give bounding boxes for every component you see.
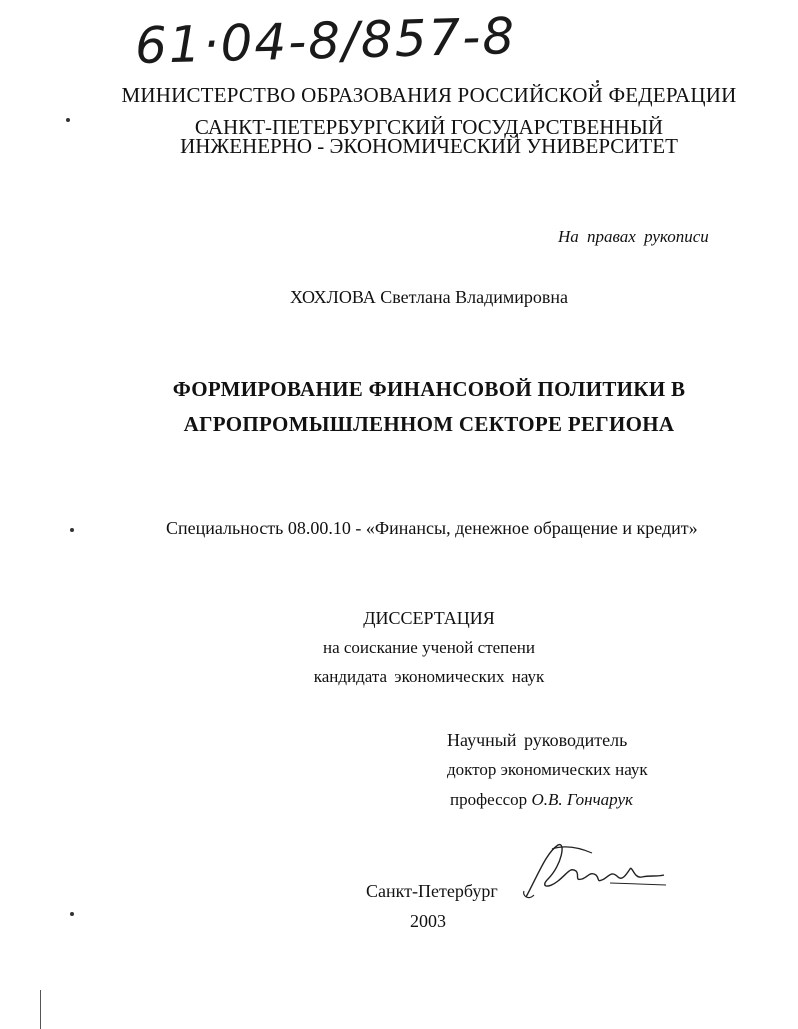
supervisor-title-name — [450, 790, 633, 810]
author-name: ХОХЛОВА Светлана Владимировна — [289, 287, 569, 307]
supervisor-degree: доктор экономических наук — [447, 760, 648, 779]
city: Санкт-Петербург — [366, 881, 498, 901]
supervisor-role: Научный руководитель — [447, 730, 628, 750]
scan-speck — [70, 912, 74, 916]
scan-speck — [596, 80, 599, 83]
author-signature — [518, 835, 668, 905]
ministry-heading: МИНИСТЕРСТВО ОБРАЗОВАНИЯ РОССИЙСКОЙ ФЕДЕРАЦИИ — [121, 83, 737, 107]
scan-speck — [70, 528, 74, 532]
supervisor-name: О.В. Гончарук — [531, 790, 633, 809]
university-name-line2: ИНЖЕНЕРНО - ЭКОНОМИЧЕСКИЙ УНИВЕРСИТЕТ — [180, 134, 678, 158]
manuscript-rights-note: На правах рукописи — [558, 227, 709, 246]
specialty-line: Специальность 08.00.10 - «Финансы, денежное обращение и кредит» — [166, 518, 698, 538]
handwritten-catalog-number: 61·04-8/857-8 — [134, 7, 517, 75]
degree-purpose-line1: на соискание ученой степени — [322, 638, 536, 657]
degree-purpose-line2: кандидата экономических наук — [313, 667, 545, 686]
dissertation-label: ДИССЕРТАЦИЯ — [363, 608, 495, 628]
university-name-line1: САНКТ-ПЕТЕРБУРГСКИЙ ГОСУДАРСТВЕННЫЙ — [194, 115, 664, 139]
dissertation-title-line1: ФОРМИРОВАНИЕ ФИНАНСОВОЙ ПОЛИТИКИ В — [172, 377, 686, 401]
scan-speck — [66, 118, 70, 122]
year: 2003 — [410, 911, 446, 931]
scan-edge-line — [40, 990, 41, 1029]
dissertation-title-line2: АГРОПРОМЫШЛЕННОМ СЕКТОРЕ РЕГИОНА — [183, 412, 675, 436]
supervisor-title: профессор — [450, 790, 528, 809]
